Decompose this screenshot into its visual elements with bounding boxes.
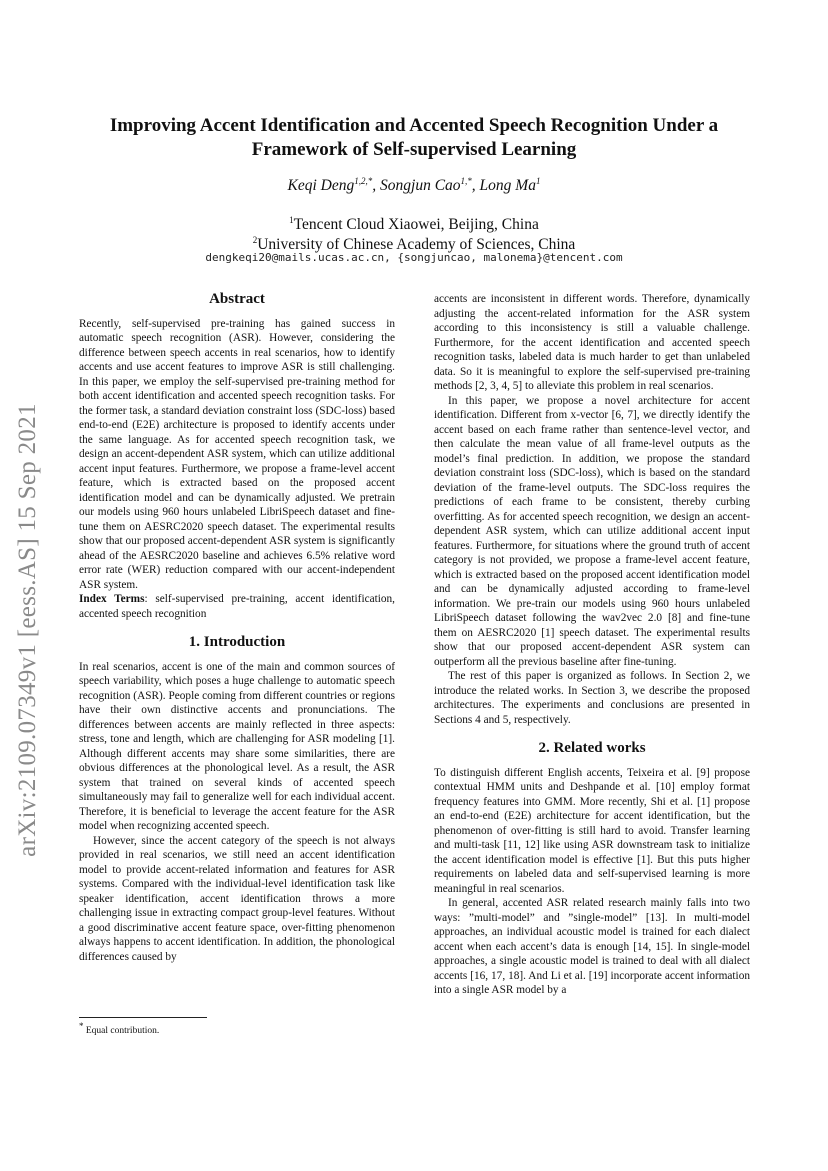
intro-paragraph-2: However, since the accent category of the speech is not always provided in real scenarios, we still need an accent identification model to provide accent-related information and features for ASR systems. Compared with the individual-level identification task like speaker identification, accent identification throws a more challenging issue in extracting compact group-level features. Without a good discriminative accent feature space, over-fitting phenomenon always happens to accent identification. In addition, the phonological differences caused by bbox=[79, 834, 395, 963]
arxiv-identifier-text: arXiv:2109.07349v1 [eess.AS] 15 Sep 2021 bbox=[14, 403, 41, 857]
title-line-2: Framework of Self-supervised Learning bbox=[251, 139, 577, 160]
intro-paragraph-4: In this paper, we propose a novel architecture for accent identification. Different from x-vector [6, 7], we directly identify the accent based on each frame rather than sentence-level vector, and then calculate the mean value of all frame-level outputs as the model’s final prediction. In addition, we propose the standard deviation constraint loss (SDC-loss), which is based on the standard deviation of the frame-level outputs. The SDC-loss requires the predictions of each frame to be consistent, thereby curbing overfitting. As for accented speech recognition, we design an accent-dependent ASR system, which can utilize additional accent input features. Furthermore, for situations where the ground truth of accent category is not provided, we propose a frame-level accent feature, which is extracted based on the proposed accent identification model and can be dynamically adjusted according to frame-level information. We pre-train our models using 960 hours unlabeled LibriSpeech dataset following the wav2vec 2.0 [8] and fine-tune them on AESRC2020 [1] speech dataset. The experimental results show that our proposed accent-dependent ASR system can outperform all the previous baseline after fine-tuning. bbox=[434, 394, 750, 668]
author-marks: 1,* bbox=[460, 176, 472, 186]
intro-paragraph-3: accents are inconsistent in different words. Therefore, dynamically adjusting the accent-related information for the ASR system according to this inconsistency is still a valuable challenge. Furthermore, for the accent identification and accented speech recognition tasks, labeled data is much harder to get than unlabeled data. So it is meaningful to explore the self-supervised pre-training methods [2, 3, 4, 5] to alleviate this problem in real scenarios. bbox=[434, 293, 750, 392]
footnote-text: Equal contribution. bbox=[85, 1026, 160, 1037]
footnote-mark: * bbox=[79, 1021, 84, 1031]
title-line-1: Improving Accent Identification and Accented Speech Recognition Under a bbox=[109, 115, 719, 136]
intro-paragraph-5: The rest of this paper is organized as follows. In Section 2, we introduce the related works. In Section 3, we describe the proposed architectures. The experiments and conclusions are presented in Sections 4 and 5, respectively. bbox=[434, 670, 750, 726]
intro-paragraph-1: In real scenarios, accent is one of the main and common sources of speech variability, which poses a huge challenge to automatic speech recognition (ASR). People coming from different countries or regions have their own distinctive accents and pronunciations. The differences between accents are mainly reflected in three aspects: stress, tone and length, which are challenging for ASR modeling [1]. Although different accents may share some similarities, there are obvious differences at the phonological level. As a result, the ASR system that trained on several kinds of accented speech simultaneously may fail to generalize well for each individual accent. Therefore, it is beneficial to leverage the accent feature for the ASR model when recognizing accented speech. bbox=[79, 660, 395, 832]
arxiv-identifier-stamp bbox=[8, 360, 48, 900]
right-column bbox=[434, 292, 750, 998]
abstract-heading: Abstract bbox=[209, 291, 265, 307]
author-emails: dengkeqi20@mails.ucas.ac.cn, {songjuncao, malonema}@tencent.com bbox=[205, 251, 623, 264]
footnote-divider bbox=[79, 1017, 207, 1018]
footnote bbox=[79, 1021, 159, 1036]
affiliation-mark: 2 bbox=[252, 235, 258, 245]
affiliation-text: Tencent Cloud Xiaowei, Beijing, China bbox=[293, 216, 539, 234]
related-paragraph-1: To distinguish different English accents, Teixeira et al. [9] propose contextual HMM units and Deshpande et al. [10] employ format frequency features into GMM. More recently, Shi et al. [1] propose an end-to-end (E2E) architecture for accent identification, but the phenomenon of over-fitting is still hard to avoid. Transfer learning and multi-task [11, 12] like using ASR downstream task to initialize the accent identification model is effective [1]. But this puts higher requirements on labeled data and self-supervised learning is more meaningful in real scenarios. bbox=[434, 766, 750, 895]
author-name: Long Ma bbox=[479, 177, 536, 195]
introduction-heading: 1. Introduction bbox=[188, 634, 286, 650]
author-marks: 1 bbox=[535, 176, 541, 186]
paper-title bbox=[70, 114, 758, 162]
index-terms-text: : self-supervised pre-training, accent identification, accented speech recognition bbox=[79, 593, 396, 620]
abstract-text: Recently, self-supervised pre-training has gained success in automatic speech recognition (ASR). However, considering the difference between speech accents in real scenarios, how to identify accents and use accent features to improve ASR is still challenging. In this paper, we employ the self-supervised pre-training method for both accent identification and accented speech recognition tasks. For the former task, a standard deviation constraint loss (SDC-loss) based end-to-end (E2E) architecture is proposed to identify accents under the same language. As for accented speech recognition task, we design an accent-dependent ASR system, which can utilize additional accent input features. Furthermore, we propose a frame-level accent feature, which is extracted based on the proposed accent identification model and can be dynamically adjusted. We pretrain our models using 960 hours unlabeled LibriSpeech dataset and fine-tune them on AESRC2020 speech dataset. The experimental results show that our proposed accent-dependent ASR system is significantly ahead of the AESRC2020 baseline and achieves 6.5% relative word error rate (WER) reduction compared with our accent-independent ASR system. bbox=[79, 317, 395, 591]
author-marks: 1,2,* bbox=[354, 176, 373, 186]
author-list: Keqi Deng$^{1,2,*}$, Songjun Cao$^{1,*}$, Long Ma$^1$ bbox=[287, 176, 541, 195]
affiliation-mark: 1 bbox=[289, 215, 294, 225]
index-terms bbox=[79, 592, 395, 621]
author-name: Songjun Cao bbox=[380, 177, 461, 195]
related-paragraph-2: In general, accented ASR related research mainly falls into two ways: ”multi-model” and ”single-model” [13]. In multi-model approaches, an individual acoustic model is trained for each dialect accent when each accent’s data is enough [14, 15]. In single-model approaches, a single acoustic model is trained to deal with all dialect accents [16, 17, 18]. And Li et al. [19] incorporate accent information into a single ASR model by a bbox=[434, 897, 750, 996]
left-column bbox=[79, 292, 395, 964]
related-works-heading: 2. Related works bbox=[538, 740, 646, 756]
author-name: Keqi Deng bbox=[287, 177, 355, 195]
affiliation-text: University of Chinese Academy of Sciences, China bbox=[257, 236, 576, 254]
index-terms-label: Index Terms bbox=[79, 593, 145, 605]
